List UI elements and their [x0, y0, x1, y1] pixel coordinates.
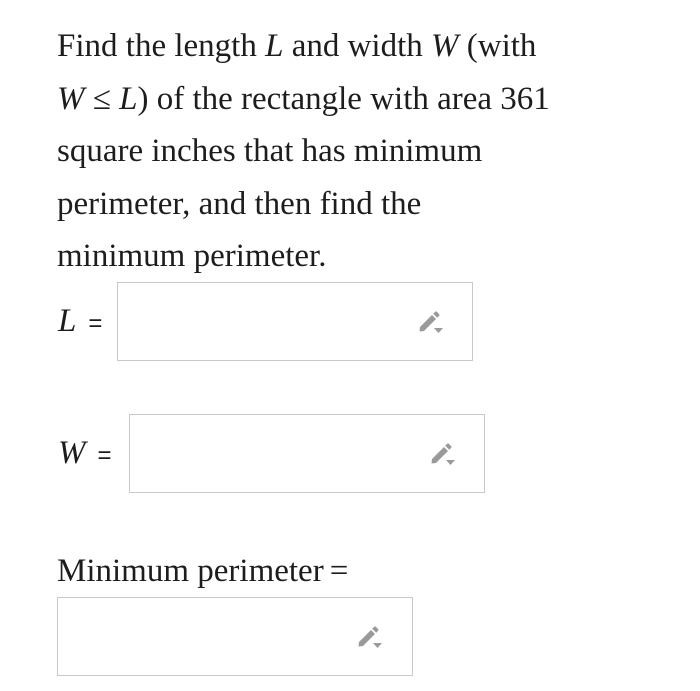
question-line-2 — [57, 73, 657, 126]
equals-sign: = — [329, 553, 349, 589]
width-label — [58, 433, 112, 476]
question-line-1 — [57, 20, 657, 73]
variable-w: W — [57, 80, 85, 117]
equals-sign: = — [88, 310, 103, 337]
pencil-icon[interactable] — [418, 310, 444, 334]
question-text-part: and width — [283, 28, 432, 64]
question-text-part: Find the length — [57, 28, 266, 64]
variable-l: L — [119, 80, 138, 117]
pencil-icon[interactable] — [430, 442, 456, 466]
question-line-4: perimeter, and then find the — [57, 185, 422, 222]
pencil-icon[interactable] — [357, 625, 383, 649]
question-text — [57, 20, 657, 283]
question-text-part: (with — [458, 28, 537, 64]
variable-w: W — [431, 28, 459, 64]
question-line-5: minimum perimeter. — [57, 238, 327, 274]
question-text-part: ) of the rectangle with area 361 — [137, 80, 550, 117]
variable-l: L — [265, 28, 284, 64]
length-variable: L — [58, 303, 77, 339]
equals-sign: = — [97, 442, 112, 469]
inequality-symbol: ≤ — [84, 80, 120, 117]
length-label — [58, 301, 102, 344]
question-line-3: square inches that has minimum — [57, 133, 483, 169]
perimeter-label-text: Minimum perimeter — [57, 553, 324, 589]
perimeter-label — [57, 551, 348, 591]
width-variable: W — [58, 435, 86, 471]
